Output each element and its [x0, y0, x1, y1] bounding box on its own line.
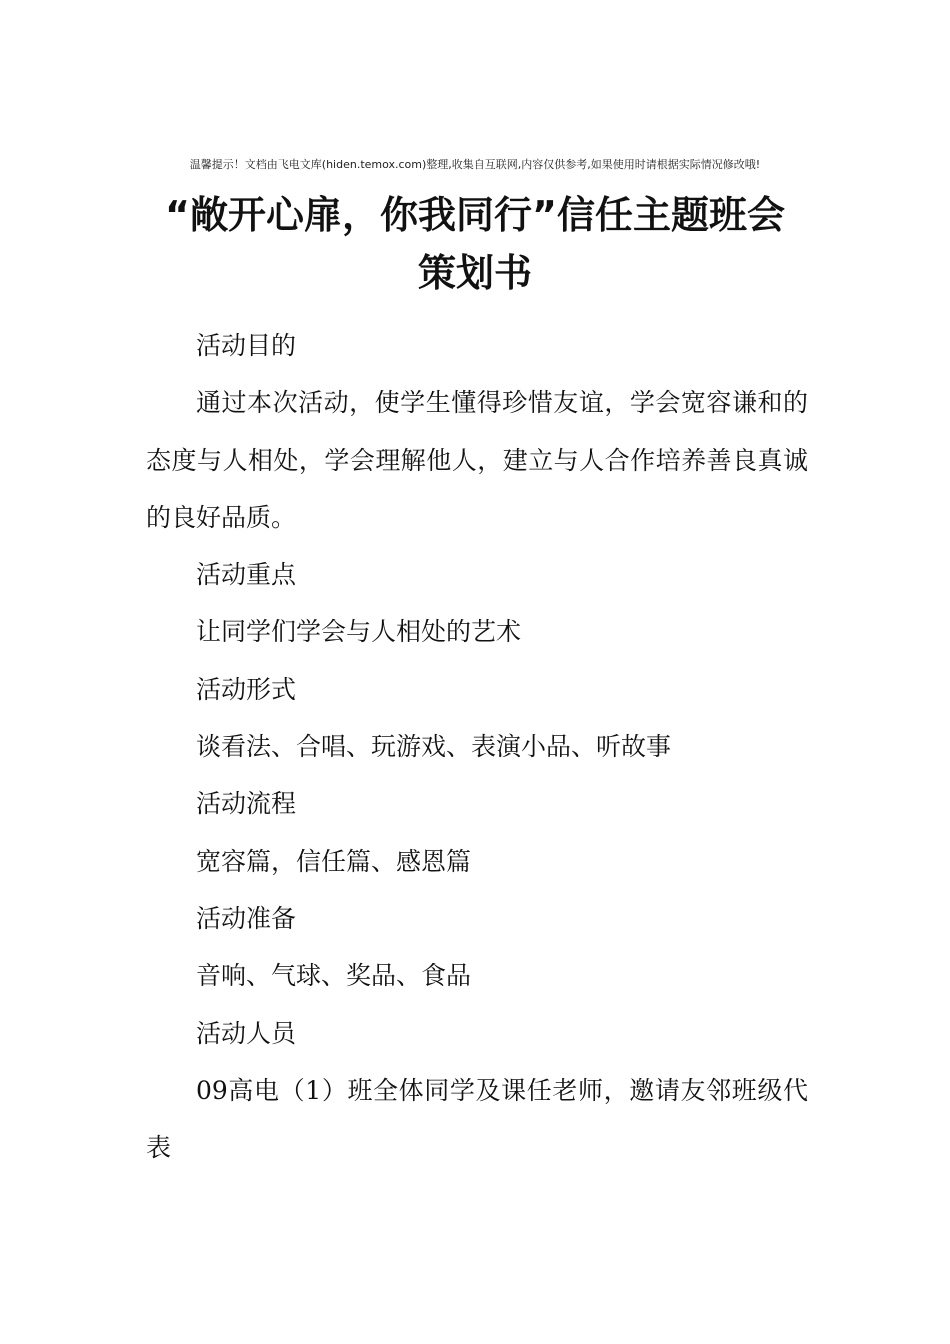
title-line-2: 策划书 [417, 251, 532, 295]
section-heading-purpose: 活动目的 [196, 331, 297, 360]
section-content-purpose: 通过本次活动，使学生懂得珍惜友谊，学会宽容谦和的态度与人相处，学会理解他人，建立与人合作培养善良真诚的良好品质。 [146, 388, 808, 532]
section-heading-focus: 活动重点 [196, 560, 297, 590]
section-heading-process: 活动流程 [196, 789, 297, 819]
title-line-1: “敞开心扉，你我同行”信任主题班会 [165, 193, 785, 237]
section-content-preparation: 音响、气球、奖品、食品 [196, 961, 472, 991]
document-title [120, 186, 830, 302]
section-content-participants: 09高电（1）班全体同学及课任老师，邀请友邻班级代表 [146, 1075, 808, 1163]
section-content-format: 谈看法、合唱、玩游戏、表演小品、听故事 [196, 732, 672, 762]
section-content-process: 宽容篇，信任篇、感恩篇 [196, 846, 472, 876]
section-heading-preparation: 活动准备 [196, 903, 297, 933]
section-heading-participants: 活动人员 [196, 1018, 297, 1048]
document-body [146, 317, 808, 1176]
watermark-notice: 温馨提示！文档由飞电文库(hiden.temox.com)整理,收集自互联网,内容仅供参考,如果使用时请根据实际情况修改哦! [189, 158, 761, 171]
section-heading-format: 活动形式 [196, 674, 297, 704]
section-content-focus: 让同学们学会与人相处的艺术 [196, 617, 522, 647]
